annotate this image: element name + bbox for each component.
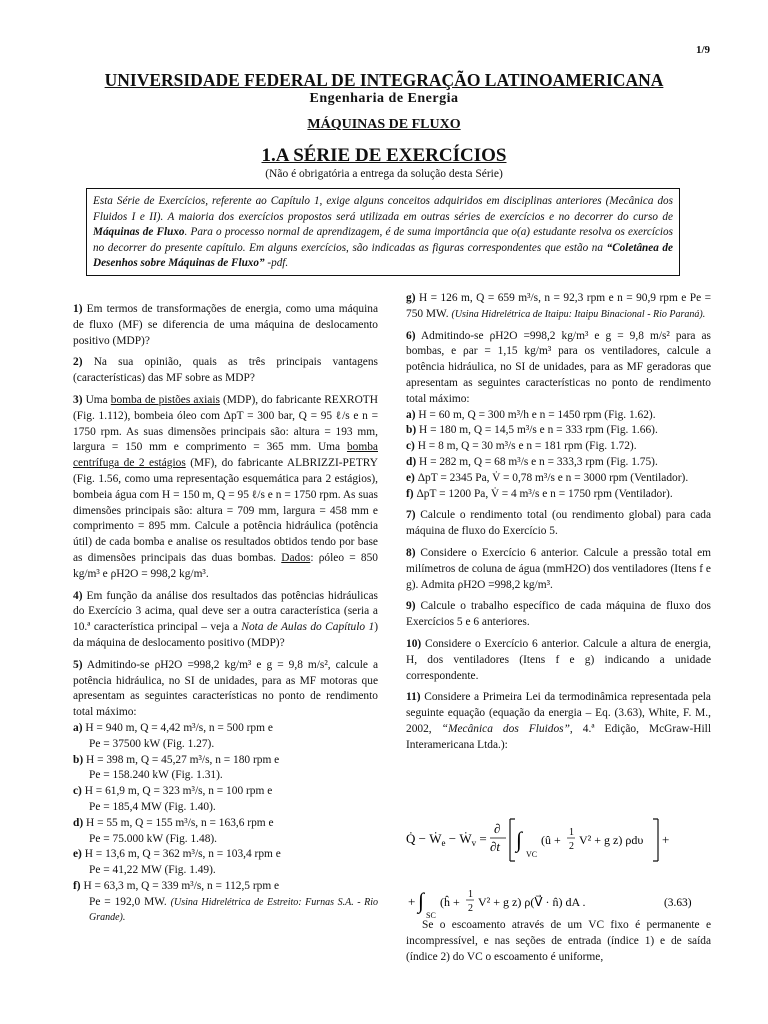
exercise-4: 4) Em função da análise dos resultados das potências hidráulicas do Exercício 3 acima, qual deve ser a outra característica (seria a 10.ª característica principal – veja a Nota de Aulas do Capítulo 1) da máquina de deslocamento positivo (MDP)? xyxy=(73,589,378,649)
svg-text:+: + xyxy=(662,832,670,847)
svg-text:Q̇ − Ẇe − Ẇv =: Q̇ − Ẇ$_e$ − Ẇ$_v$ = xyxy=(406,831,487,848)
subject-title: MÁQUINAS DE FLUXO xyxy=(307,117,461,132)
list-item: f) H = 63,3 m, Q = 339 m³/s, n = 112,5 rpm e Pe = 192,0 MW. (Usina Hidrelétrica de Estreito: Furnas S.A. - Rio Grande). xyxy=(73,879,378,924)
list-item: c) H = 61,9 m, Q = 323 m³/s, n = 100 rpm e Pe = 185,4 MW (Fig. 1.40). xyxy=(73,785,273,813)
list-item: d) H = 55 m, Q = 155 m³/s, n = 163,6 rpm e Pe = 75.000 kW (Fig. 1.48). xyxy=(73,816,274,845)
svg-text:∂: ∂ xyxy=(494,821,501,836)
equation-1-graphic xyxy=(406,815,706,865)
exercise-6-items xyxy=(406,408,711,503)
list-item: e) H = 13,6 m, Q = 362 m³/s, n = 103,4 rpm e Pe = 41,22 MW (Fig. 1.49). xyxy=(73,848,281,877)
svg-text:1: 1 xyxy=(468,889,473,900)
exercise-6: 6) Admitindo-se ρH2O =998,2 kg/m³ e g = 9,8 m/s² para as bombas, e ρar = 1,15 kg/m³ para os ventiladores, calcule a potência hidráulica, no SI de unidades, para as MF geradoras que apresentam as seguintes características no ponto de rendimento total máximo: xyxy=(406,329,711,405)
course-name: Engenharia de Energia xyxy=(309,91,459,106)
exercise-3: 3) Uma bomba de pistões axiais (MDP), do fabricante REXROTH (Fig. 1.112), bombeia óleo com ΔpT = 300 bar, Q = 95 ℓ/s e n = 1750 rpm. As suas dimensões principais são: altura = 193 mm, largura = 150 mm e comprimento = 365 mm. Uma bomba centrífuga de 2 estágios (MF), do fabricante ALBRIZZI-PETRY (Fig. 1.56, como uma representação esquemática para 2 estágios), bombeia água com H = 150 m, Q = 95 ℓ/s e n = 1750 rpm. As suas dimensões principais são: altura = 709 mm, largura = 458 mm e comprimento = 895 mm. Calcule a potência hidráulica (potência útil) de cada bomba e analise os resultados obtidos tendo por base as dimensões principais das duas bombas. Dados: ρóleo = 850 kg/m³ e ρH2O = 998,2 kg/m³. xyxy=(73,393,379,580)
svg-text:∫: ∫ xyxy=(516,827,523,852)
energy-equation-line-1 xyxy=(406,815,711,869)
intro-bold-collection: “Coletânea de Desenhos sobre Máquinas de Fluxo” xyxy=(93,241,673,269)
list-item: c) H = 8 m, Q = 30 m³/s e n = 181 rpm (Fig. 1.72). xyxy=(406,440,637,453)
exercise-5-items xyxy=(73,721,378,926)
right-column xyxy=(406,291,711,760)
series-title: 1.A SÉRIE DE EXERCÍCIOS xyxy=(261,145,507,166)
svg-text:1: 1 xyxy=(569,827,574,838)
submission-note: (Não é obrigatória a entrega da solução desta Série) xyxy=(265,168,503,180)
intro-box xyxy=(86,188,680,276)
left-column xyxy=(73,302,378,932)
exercise-11: 11) Considere a Primeira Lei da termodinâmica representada pela seguinte equação (equação da energia – Eq. (3.63), White, F. M., 2002, “Mecânica dos Fluidos”, 4.ª Edição, McGraw-Hill Interamericana Ltda.): xyxy=(406,691,711,751)
exercise-5-g: g) H = 126 m, Q = 659 m³/s, n = 92,3 rpm e n = 90,9 rpm e Pe = 750 MW. (Usina Hidrelétrica de Itaipu: Itaipu Binacional - Rio Paraná). xyxy=(406,292,711,320)
svg-text:2: 2 xyxy=(468,903,473,914)
intro-middle: . Para o processo normal de aprendizagem, é de suma importância que o(a) estudante resolva os exercícios no decorrer do presente capítulo. Em alguns exercícios, são indicadas as figuras correspondentes que estão na xyxy=(93,226,673,254)
svg-text:V² + g z) ρ(V⃗ · n̂) dA .: V² + g z) ρ(V⃗ · n̂) dA . xyxy=(478,895,586,909)
intro-end: -pdf. xyxy=(264,257,289,269)
list-item: a) H = 60 m, Q = 300 m³/h e n = 1450 rpm (Fig. 1.62). xyxy=(406,408,656,421)
intro-bold-course: Máquinas de Fluxo xyxy=(93,226,185,238)
list-item: b) H = 180 m, Q = 14,5 m³/s e n = 333 rpm (Fig. 1.66). xyxy=(406,424,658,437)
list-item: b) H = 398 m, Q = 45,27 m³/s, n = 180 rpm e Pe = 158.240 kW (Fig. 1.31). xyxy=(73,753,280,782)
exercise-5: 5) Admitindo-se ρH2O =998,2 kg/m³ e g = 9,8 m/s², calcule a potência hidráulica, no SI de unidades, para as MF motoras que apresentam as seguintes características no ponto de rendimento total máximo: xyxy=(73,658,378,719)
list-item: d) H = 282 m, Q = 68 m³/s e n = 333,3 rpm (Fig. 1.75). xyxy=(406,455,658,468)
exercise-9: 9) Calcule o trabalho específico de cada máquina de fluxo dos Exercícios 5 e 6 anteriores. xyxy=(406,600,711,629)
list-item: e) ΔpT = 2345 Pa, V̇ = 0,78 m³/s e n = 3000 rpm (Ventilador). xyxy=(406,471,689,484)
page-number: 1/9 xyxy=(695,44,710,56)
university-title: UNIVERSIDADE FEDERAL DE INTEGRAÇÃO LATINOAMERICANA xyxy=(104,70,664,90)
exercise-10: 10) Considere o Exercício 6 anterior. Calcule a altura de energia, H, dos ventiladores (Itens f e g) indicando a unidade correspondente. xyxy=(406,637,711,682)
svg-text:SC: SC xyxy=(426,911,436,920)
exercise-7: 7) Calcule o rendimento total (ou rendimento global) para cada máquina de fluxo do Exercício 5. xyxy=(406,509,711,538)
svg-text:(û +: (û + xyxy=(541,833,561,847)
svg-text:V² + g z) ρdυ: V² + g z) ρdυ xyxy=(579,833,644,847)
exercise-2: 2) Na sua opinião, quais as três principais vantagens (características) das MF sobre as MDP? xyxy=(73,356,378,385)
svg-text:∂t: ∂t xyxy=(490,839,501,854)
svg-text:2: 2 xyxy=(569,841,574,852)
intro-lead: Esta Série de Exercícios, referente ao Capítulo 1, exige alguns conceitos adquiridos em disciplinas anteriores (Mecânica dos Fluidos I e II). A maioria dos exercícios propostos será utilizada em outras séries de exercícios e no decorrer do curso de xyxy=(93,195,673,223)
exercise-1: 1) Em termos de transformações de energia, como uma máquina de fluxo (MF) se diferencia de uma máquina de deslocamento positivo (MDP)? xyxy=(73,303,378,347)
svg-text:∫: ∫ xyxy=(418,888,425,913)
equation-number: (3.63) xyxy=(664,897,692,909)
svg-text:VC: VC xyxy=(526,850,538,859)
list-item: a) H = 940 m, Q = 4,42 m³/s, n = 500 rpm e Pe = 37500 kW (Fig. 1.27). xyxy=(73,721,273,750)
svg-text:(ĥ +: (ĥ + xyxy=(440,895,460,909)
exercise-8: 8) Considere o Exercício 6 anterior. Calcule a pressão total em milímetros de coluna de água (mmH2O) dos ventiladores (Itens f e g). Admita ρH2O =998,2 kg/m³. xyxy=(406,546,711,591)
closing-paragraph: Se o escoamento através de um VC fixo é permanente e incompressível, e nas seções de entrada (índice 1) e de saída (índice 2) do VC o escoamento é uniforme, xyxy=(406,919,711,963)
list-item: f) ΔpT = 1200 Pa, V̇ = 4 m³/s e n = 1750 rpm (Ventilador). xyxy=(406,487,673,500)
svg-text:+: + xyxy=(408,894,416,909)
